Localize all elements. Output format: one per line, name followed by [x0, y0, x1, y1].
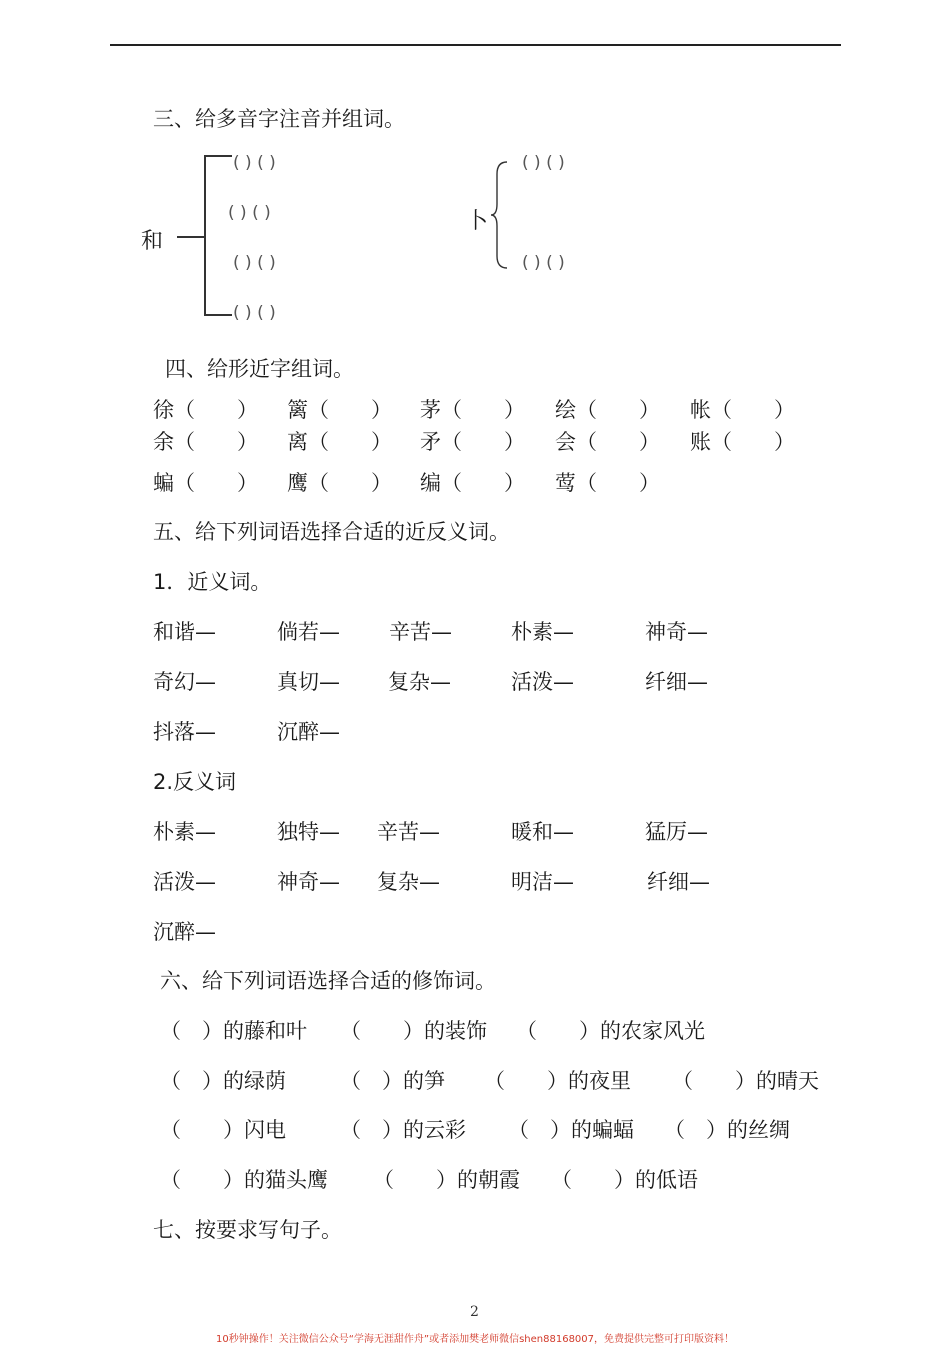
- antonym-item[interactable]: 复杂—: [377, 870, 440, 894]
- synonym-item[interactable]: 纤细—: [645, 670, 708, 694]
- char-word-item[interactable]: 账（ ）: [690, 430, 795, 454]
- polyphone-he: 和: [141, 229, 164, 254]
- section-5-title: 五、给下列词语选择合适的近反义词。: [153, 520, 510, 544]
- pinyin-blank[interactable]: ( ) ( ): [233, 153, 276, 173]
- char-word-item[interactable]: 莺（ ）: [555, 471, 660, 495]
- bracket-top: [204, 155, 232, 157]
- pinyin-blank[interactable]: ( ) ( ): [233, 303, 276, 323]
- modifier-item[interactable]: （ ）的朝霞: [373, 1168, 520, 1192]
- modifier-item[interactable]: （ ）的绿荫: [160, 1069, 286, 1093]
- bracket-stem: [177, 236, 205, 238]
- modifier-item[interactable]: （ ）的藤和叶: [160, 1019, 307, 1043]
- antonym-item[interactable]: 猛厉—: [645, 820, 708, 844]
- char-word-item[interactable]: 茅（ ）: [420, 398, 525, 422]
- char-word-item[interactable]: 蝙（ ）: [153, 471, 258, 495]
- char-word-item[interactable]: 鹰（ ）: [287, 471, 392, 495]
- pinyin-blank[interactable]: ( ) ( ): [233, 253, 276, 273]
- synonym-item[interactable]: 倘若—: [277, 620, 340, 644]
- char-word-item[interactable]: 篱（ ）: [287, 398, 392, 422]
- antonym-item[interactable]: 朴素—: [153, 820, 216, 844]
- synonym-item[interactable]: 朴素—: [511, 620, 574, 644]
- char-word-item[interactable]: 编（ ）: [420, 471, 525, 495]
- antonym-subtitle: 2.反义词: [153, 770, 237, 794]
- modifier-item[interactable]: （ ）的猫头鹰: [160, 1168, 328, 1192]
- synonym-item[interactable]: 奇幻—: [153, 670, 216, 694]
- curly-brace: [489, 160, 511, 270]
- modifier-item[interactable]: （ ）的云彩: [340, 1118, 466, 1142]
- char-word-item[interactable]: 徐（ ）: [153, 398, 258, 422]
- synonym-item[interactable]: 神奇—: [645, 620, 708, 644]
- char-word-item[interactable]: 帐（ ）: [690, 398, 795, 422]
- modifier-item[interactable]: （ ）的笋: [340, 1069, 445, 1093]
- antonym-item[interactable]: 独特—: [277, 820, 340, 844]
- modifier-item[interactable]: （ ）闪电: [160, 1118, 286, 1142]
- antonym-item[interactable]: 活泼—: [153, 870, 216, 894]
- modifier-item[interactable]: （ ）的农家风光: [516, 1019, 705, 1043]
- pinyin-blank[interactable]: ( ) ( ): [522, 153, 565, 173]
- bracket-vertical: [204, 155, 206, 315]
- section-7-title: 七、按要求写句子。: [153, 1218, 342, 1242]
- bracket-bottom: [204, 314, 232, 316]
- polyphone-bu: 卜: [466, 209, 489, 234]
- char-word-item[interactable]: 会（ ）: [555, 430, 660, 454]
- synonym-subtitle: 1．近义词。: [153, 570, 272, 594]
- synonym-item[interactable]: 和谐—: [153, 620, 216, 644]
- pinyin-blank[interactable]: ( ) ( ): [522, 253, 565, 273]
- synonym-item[interactable]: 复杂—: [388, 670, 451, 694]
- synonym-item[interactable]: 抖落—: [153, 720, 216, 744]
- section-3-title: 三、给多音字注音并组词。: [153, 107, 405, 131]
- synonym-item[interactable]: 沉醉—: [277, 720, 340, 744]
- antonym-item[interactable]: 神奇—: [277, 870, 340, 894]
- char-word-item[interactable]: 余（ ）: [153, 430, 258, 454]
- modifier-item[interactable]: （ ）的夜里: [484, 1069, 631, 1093]
- modifier-item[interactable]: （ ）的低语: [551, 1168, 698, 1192]
- antonym-item[interactable]: 沉醉—: [153, 920, 216, 944]
- char-word-item[interactable]: 矛（ ）: [420, 430, 525, 454]
- header-rule: [110, 44, 841, 46]
- synonym-item[interactable]: 辛苦—: [389, 620, 452, 644]
- antonym-item[interactable]: 纤细—: [647, 870, 710, 894]
- synonym-item[interactable]: 真切—: [277, 670, 340, 694]
- pinyin-blank[interactable]: ( ) ( ): [228, 203, 271, 223]
- section-4-title: 四、给形近字组词。: [165, 357, 354, 381]
- antonym-item[interactable]: 明洁—: [511, 870, 574, 894]
- page-number: 2: [470, 1304, 479, 1320]
- antonym-item[interactable]: 暖和—: [511, 820, 574, 844]
- char-word-item[interactable]: 绘（ ）: [555, 398, 660, 422]
- footer-notice: 10秒钟操作！关注微信公众号“学海无涯甜作舟”或者添加樊老师微信shen88168007，免费提供完整可打印版资料！: [216, 1334, 735, 1345]
- section-6-title: 六、给下列词语选择合适的修饰词。: [160, 969, 496, 993]
- modifier-item[interactable]: （ ）的蝙蝠: [508, 1118, 634, 1142]
- modifier-item[interactable]: （ ）的装饰: [340, 1019, 487, 1043]
- modifier-item[interactable]: （ ）的丝绸: [664, 1118, 790, 1142]
- antonym-item[interactable]: 辛苦—: [377, 820, 440, 844]
- synonym-item[interactable]: 活泼—: [511, 670, 574, 694]
- modifier-item[interactable]: （ ）的晴天: [672, 1069, 819, 1093]
- char-word-item[interactable]: 离（ ）: [287, 430, 392, 454]
